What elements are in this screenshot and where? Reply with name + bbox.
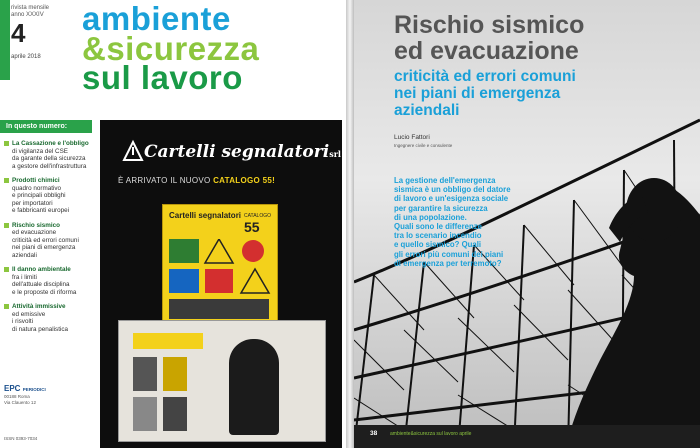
toc-item-line: e le proposte di riforma — [12, 288, 77, 296]
publisher-tagline: PERIODICI — [22, 387, 46, 392]
cover-accent-bar — [0, 0, 10, 80]
lead-line: gli errori più comuni dei piani — [394, 249, 504, 259]
issue-number: 4 — [11, 18, 26, 48]
publisher-address — [4, 394, 36, 406]
toc-item[interactable] — [0, 266, 92, 296]
toc-item-line: ed emissive — [12, 310, 46, 318]
catalog-number-block — [244, 213, 271, 235]
toc-item[interactable] — [0, 222, 92, 260]
toc-bullet-icon — [4, 178, 9, 183]
toc-list — [0, 140, 92, 333]
toc-item-title: Rischio sismico — [12, 221, 60, 229]
toc-item-line: da garante della sicurezza — [12, 155, 86, 162]
toc-item-title: Prodotti chimici — [12, 177, 60, 184]
ad-brand — [144, 142, 341, 162]
catalog-signs-icon — [169, 239, 271, 321]
catalog-title: Cartelli segnalatori — [169, 211, 242, 220]
toc-item-line: per importatori — [12, 199, 53, 207]
ad-line-highlight: CATALOGO 55! — [213, 176, 276, 185]
toc-item-title: La Cassazione e l'obbligo — [12, 140, 89, 147]
masthead-line-2: &sicurezza — [82, 30, 260, 67]
toc-item-title: Il danno ambientale — [12, 266, 71, 273]
lead-line: tra lo scenario incendio — [394, 231, 482, 241]
toc-bullet-icon — [4, 304, 9, 309]
toc-item-line: a gestore dell'infrastruttura — [12, 162, 87, 170]
article-subtitle — [394, 68, 576, 119]
catalog-page-header — [133, 333, 203, 349]
catalog-products-icon — [133, 357, 213, 433]
catalog-person-image — [229, 339, 279, 435]
lead-line: Quali sono le differenze — [394, 222, 482, 232]
toc-bullet-icon — [4, 267, 9, 272]
article-title-line-1: Rischio sismico — [394, 11, 585, 39]
article-author — [394, 134, 452, 150]
cover-meta — [11, 5, 49, 19]
lead-line: La gestione dell'emergenza — [394, 176, 496, 185]
page-footer: ambiente&sicurezza sul lavoro aprile — [390, 431, 472, 437]
toc-item[interactable] — [0, 140, 92, 170]
ad-brand-suffix: srl — [329, 149, 341, 159]
ad-line-prefix: È ARRIVATO IL NUOVO — [118, 176, 211, 185]
catalog-label: CATALOGO — [243, 213, 271, 219]
lead-line: per garantire la sicurezza — [394, 203, 488, 213]
toc-item-line: dell'attuale disciplina — [12, 281, 70, 288]
publisher-logo — [4, 384, 46, 393]
issue-date: aprile 2018 — [11, 54, 41, 60]
toc-item-line: aziendali — [12, 251, 37, 259]
toc-item-line: nei piani di emergenza — [12, 244, 76, 251]
toc-item-line: ed evacuazione — [12, 229, 57, 236]
page-spine — [346, 0, 354, 448]
author-name: Lucio Fattori — [394, 134, 430, 141]
toc-item-title: Attività immissive — [12, 303, 66, 310]
toc-item[interactable] — [0, 177, 92, 215]
catalog-cover — [162, 204, 278, 330]
magazine-cover — [0, 0, 346, 448]
article-lead — [394, 176, 564, 268]
article-page — [354, 0, 700, 448]
advertisement — [100, 120, 342, 448]
author-role: Ingegnere civile e consulente — [394, 143, 453, 148]
article-subtitle-line-2: nei piani di emergenza — [394, 85, 561, 102]
publisher-name: EPC — [4, 384, 21, 393]
toc-item-line: di vigilanza del CSE — [12, 147, 69, 155]
toc-item-line: e fabbricanti europei — [12, 207, 70, 214]
lead-line: di lavoro e un'esigenza sociale — [394, 194, 509, 204]
toc-item-line: fra i limiti — [12, 273, 37, 281]
toc-bullet-icon — [4, 223, 9, 228]
lead-line: di emergenza per terremoto? — [394, 258, 502, 268]
page-number: 38 — [370, 430, 378, 437]
toc-item[interactable] — [0, 303, 92, 333]
publisher-address-line-1: 00188 Roma — [4, 394, 30, 399]
lead-line: e quello sismico? Quali — [394, 240, 482, 250]
article-title-line-2: ed evacuazione — [394, 37, 579, 65]
article-subtitle-line-1: criticità ed errori comuni — [394, 68, 576, 85]
issn: ISSN 0393-7034 — [4, 436, 38, 441]
lead-line: sismica è un obbligo del datore — [394, 185, 511, 195]
lead-line: di una popolazione. — [394, 212, 467, 222]
toc-item-line: i risvolti — [12, 318, 33, 325]
toc-item-line: e principali obblighi — [12, 192, 66, 199]
masthead-line-3: sul lavoro — [82, 59, 243, 96]
meta-line-2: anno XXXIV — [11, 12, 44, 18]
ad-brand-name: Cartelli segnalatori — [144, 142, 330, 162]
publisher-address-line-2: Via Clauento 12 — [4, 400, 36, 405]
catalog-number: 55 — [243, 219, 260, 235]
toc-item-line: criticità ed errori comuni — [12, 236, 79, 244]
article-title — [394, 12, 584, 64]
meta-line-1: rivista mensile — [11, 5, 50, 11]
toc-heading: In questo numero: — [0, 120, 92, 133]
article-subtitle-line-3: aziendali — [394, 102, 460, 119]
toc-item-line: di natura penalistica — [12, 325, 69, 333]
toc-bullet-icon — [4, 141, 9, 146]
open-catalog — [118, 320, 326, 442]
ad-announcement — [118, 176, 275, 185]
toc-item-line: quadro normativo — [12, 184, 62, 192]
masthead-line-1: ambiente — [82, 0, 231, 37]
